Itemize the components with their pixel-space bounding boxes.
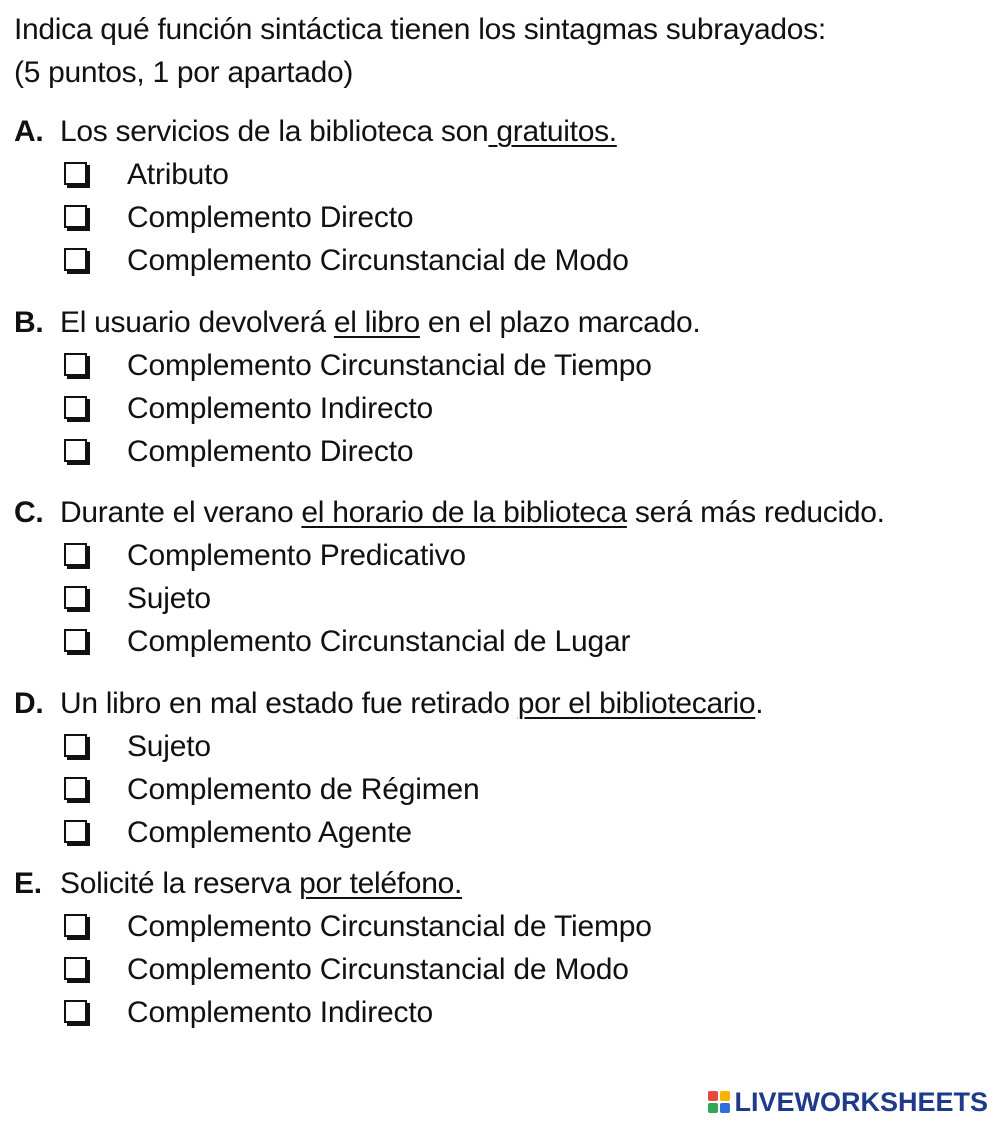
question-letter: C. [14,496,44,529]
underlined-phrase: por el bibliotecario [517,687,756,720]
checkbox-icon[interactable] [64,439,87,462]
option-c-2[interactable] [14,577,994,620]
logo-square-1 [708,1091,718,1101]
option-c-3[interactable] [14,620,994,663]
question-e [14,862,994,1034]
logo-square-2 [720,1091,730,1101]
option-label: Complemento Agente [127,816,412,849]
option-d-3[interactable] [14,811,994,854]
checkbox-icon[interactable] [64,586,87,609]
question-a [14,110,994,282]
option-label: Complemento Predicativo [127,539,466,572]
checkbox-icon[interactable] [64,205,87,228]
instructions [14,8,826,94]
question-sentence [14,491,994,534]
question-sentence [14,301,994,344]
option-label: Complemento Circunstancial de Tiempo [127,349,652,382]
sentence-text-end: será más reducido. [626,496,885,529]
option-label: Sujeto [127,730,211,763]
instructions-points: (5 puntos, 1 por apartado) [14,56,354,89]
option-e-2[interactable] [14,948,994,991]
option-label: Sujeto [127,582,211,615]
sentence-text-end: . [755,687,764,720]
question-letter: D. [14,687,44,720]
option-b-3[interactable] [14,430,994,473]
checkbox-icon[interactable] [64,543,87,566]
option-d-1[interactable] [14,725,994,768]
underlined-phrase: el libro [333,306,420,339]
logo-square-3 [708,1103,718,1113]
checkbox-icon[interactable] [64,734,87,757]
option-d-2[interactable] [14,768,994,811]
question-sentence [14,862,994,905]
option-a-1[interactable] [14,153,994,196]
checkbox-icon[interactable] [64,396,87,419]
checkbox-icon[interactable] [64,162,87,185]
sentence-text: Un libro en mal estado fue retirado [60,687,518,720]
option-label: Complemento Directo [127,435,414,468]
checkbox-icon[interactable] [64,957,87,980]
option-label: Complemento Circunstancial de Modo [127,953,629,986]
option-label: Complemento Indirecto [127,996,433,1029]
option-label: Complemento Circunstancial de Modo [127,244,629,277]
question-letter: A. [14,115,44,148]
liveworksheets-brand [708,1085,988,1119]
question-sentence [14,110,994,153]
option-label: Complemento Circunstancial de Tiempo [127,910,652,943]
question-d [14,682,994,854]
question-letter: E. [14,867,42,900]
underlined-phrase: el horario de la biblioteca [301,496,627,529]
question-letter: B. [14,306,44,339]
logo-square-4 [720,1103,730,1113]
checkbox-icon[interactable] [64,353,87,376]
option-b-2[interactable] [14,387,994,430]
option-label: Atributo [127,158,229,191]
question-c [14,491,994,663]
option-c-1[interactable] [14,534,994,577]
checkbox-icon[interactable] [64,820,87,843]
underlined-phrase: gratuitos. [488,115,617,148]
question-sentence [14,682,994,725]
liveworksheets-logo-icon [708,1091,730,1113]
option-b-1[interactable] [14,344,994,387]
sentence-text-end: en el plazo marcado. [419,306,701,339]
checkbox-icon[interactable] [64,1000,87,1023]
instructions-title: Indica qué función sintáctica tienen los sintagmas subrayados: [14,13,826,46]
sentence-text: Durante el verano [60,496,302,529]
option-label: Complemento Indirecto [127,392,433,425]
option-a-3[interactable] [14,239,994,282]
option-label: Complemento de Régimen [127,773,480,806]
sentence-text: El usuario devolverá [60,306,334,339]
underlined-phrase: por teléfono. [299,867,462,900]
checkbox-icon[interactable] [64,629,87,652]
checkbox-icon[interactable] [64,777,87,800]
checkbox-icon[interactable] [64,248,87,271]
sentence-text: Los servicios de la biblioteca son [60,115,489,148]
question-b [14,301,994,473]
option-label: Complemento Circunstancial de Lugar [127,625,631,658]
option-a-2[interactable] [14,196,994,239]
sentence-text: Solicité la reserva [60,867,300,900]
option-label: Complemento Directo [127,201,414,234]
option-e-1[interactable] [14,905,994,948]
option-e-3[interactable] [14,991,994,1034]
brand-name: LIVEWORKSHEETS [734,1086,988,1117]
checkbox-icon[interactable] [64,914,87,937]
